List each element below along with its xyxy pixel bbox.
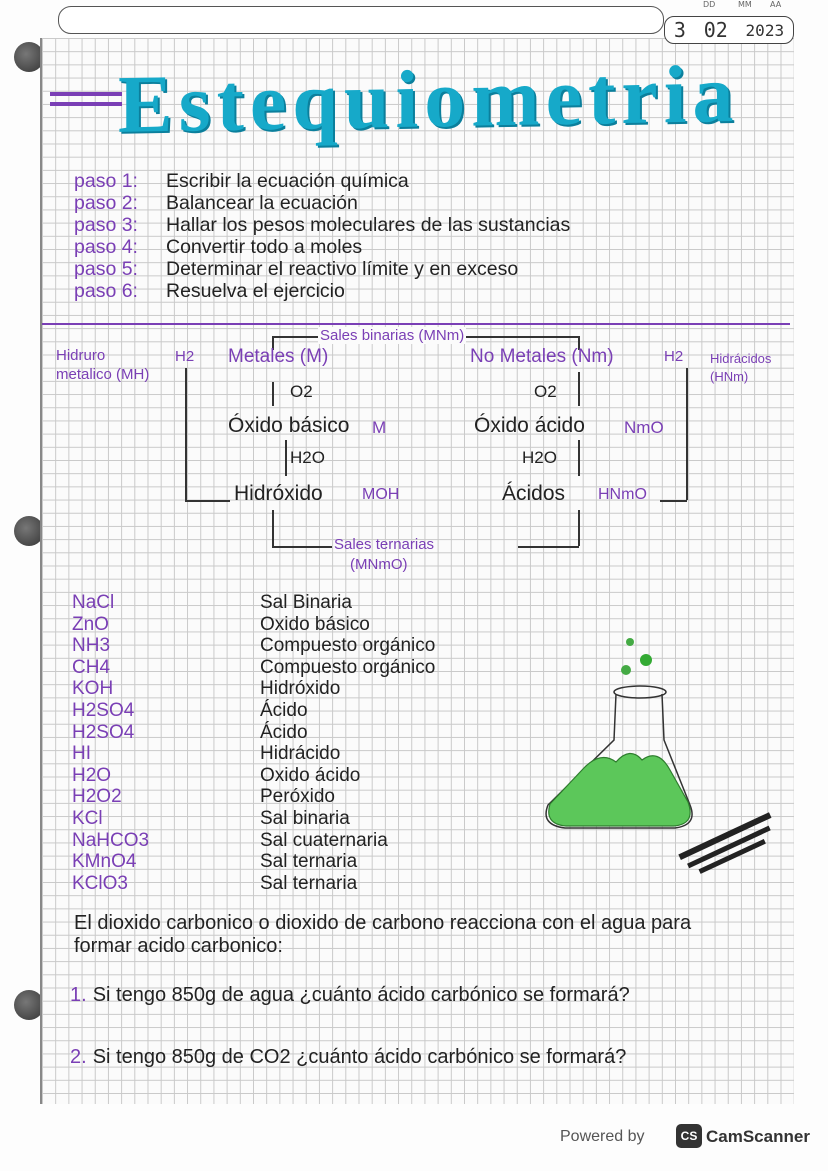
label-h2-right: H2	[664, 348, 684, 365]
step-label: paso 5:	[74, 258, 138, 280]
question-number: 2.	[70, 1046, 87, 1068]
compound-formula: HI	[72, 743, 91, 765]
compound-type: Ácido	[260, 721, 308, 743]
label-oxido-basico-formula: M	[372, 418, 387, 437]
compound-type: Sal ternaria	[260, 872, 358, 894]
label-no-metales: No Metales (Nm)	[470, 346, 614, 367]
compound-formula: KOH	[72, 678, 114, 700]
question-item	[70, 984, 750, 1007]
step-label: paso 3:	[74, 214, 138, 236]
compound-formula: NaCl	[72, 592, 115, 613]
label-sales-ternarias: Sales ternarias	[334, 536, 435, 553]
date-label-mm: MM	[738, 0, 752, 9]
compound-type: Compuesto orgánico	[260, 656, 436, 678]
date-field	[664, 16, 794, 44]
label-o2-right: O2	[534, 382, 557, 401]
step-text: Resuelva el ejercicio	[166, 280, 345, 302]
compound-formula: NH3	[72, 635, 111, 657]
label-hidracidos: Hidrácidos (HNm)	[710, 351, 772, 384]
step-label: paso 2:	[74, 192, 138, 214]
step-label: paso 4:	[74, 236, 138, 258]
connector-line	[272, 510, 274, 546]
connector-line	[185, 500, 230, 502]
date-year: 2023	[745, 20, 785, 40]
compound-type: Compuesto orgánico	[260, 635, 436, 657]
step-label: paso 6:	[74, 280, 138, 302]
connector-line	[185, 368, 187, 500]
compound-formula: KClO3	[72, 872, 128, 894]
compound-formula: KMnO4	[72, 851, 137, 873]
flask-icon	[530, 630, 710, 840]
powered-by-label: Powered by	[560, 1128, 645, 1145]
title-decoration	[50, 102, 122, 106]
label-h2o-right: H2O	[522, 448, 557, 467]
step-text: Balancear la ecuación	[166, 192, 358, 214]
step-item	[74, 280, 570, 302]
compound-type: Hidrácido	[260, 743, 341, 765]
compound-formulas	[72, 592, 149, 894]
label-acidos-formula: HNmO	[598, 486, 647, 503]
connector-line	[272, 546, 332, 548]
connector-line	[660, 500, 687, 502]
label-h2-left: H2	[175, 348, 195, 365]
label-hidroxido-formula: MOH	[362, 486, 400, 503]
step-item	[74, 214, 570, 236]
compound-formula: ZnO	[72, 613, 109, 635]
date-day: 3	[673, 18, 686, 42]
connector-line	[285, 440, 287, 476]
connector-line	[578, 440, 580, 476]
step-text: Escribir la ecuación química	[166, 170, 409, 192]
label-metales: Metales (M)	[228, 346, 329, 367]
connector-line	[686, 368, 688, 500]
page-title: Estequiometria	[118, 47, 740, 150]
question-number: 1.	[70, 984, 87, 1006]
compound-type: Oxido básico	[260, 613, 370, 635]
label-o2-left: O2	[290, 382, 313, 401]
label-oxido-basico: Óxido básico	[228, 414, 350, 437]
compound-type: Sal Binaria	[260, 592, 352, 613]
compound-formula: CH4	[72, 656, 111, 678]
problem-statement: El dioxido carbonico o dioxido de carbono reacciona con el agua para formar acido carbonico:	[74, 912, 692, 957]
section-divider	[42, 323, 790, 325]
label-h2o-left: H2O	[290, 448, 325, 467]
compound-type: Ácido	[260, 699, 308, 721]
connector-line	[272, 382, 274, 406]
step-label: paso 1:	[74, 170, 138, 192]
date-label-dd: DD	[703, 0, 716, 9]
label-oxido-acido: Óxido ácido	[474, 414, 585, 437]
compound-type: Sal binaria	[260, 807, 350, 829]
label-acidos: Ácidos	[502, 482, 566, 505]
label-oxido-acido-formula: NmO	[624, 418, 664, 437]
header-box	[58, 6, 664, 34]
camscanner-logo-icon: CS	[676, 1124, 702, 1148]
compound-formula: H2SO4	[72, 721, 135, 743]
step-text: Convertir todo a moles	[166, 236, 363, 258]
steps-list	[74, 170, 570, 302]
label-sales-binarias: Sales binarias (MNm)	[320, 327, 465, 344]
connector-line	[578, 372, 580, 406]
connector-line	[578, 510, 580, 546]
connector-line	[518, 546, 579, 548]
step-item	[74, 192, 570, 214]
label-hidroxido: Hidróxido	[234, 482, 323, 505]
camscanner-brand: CamScanner	[706, 1127, 810, 1146]
date-month: 02	[703, 18, 728, 42]
compound-type: Sal cuaternaria	[260, 829, 388, 851]
compound-types	[260, 592, 435, 894]
compound-formula: H2O	[72, 764, 112, 786]
step-text: Hallar los pesos moleculares de las sustancias	[166, 214, 571, 236]
step-item	[74, 258, 570, 280]
label-sales-ternarias-formula: (MNmO)	[350, 556, 408, 573]
compound-type: Peróxido	[260, 786, 335, 808]
question-text: Si tengo 850g de agua ¿cuánto ácido carbónico se formará?	[92, 984, 630, 1006]
compound-formula: H2O2	[72, 786, 122, 808]
question-item	[70, 1046, 750, 1069]
label-hidruro: Hidruro metalico (MH)	[56, 347, 150, 383]
step-text: Determinar el reactivo límite y en exceso	[166, 258, 519, 280]
title-decoration	[50, 92, 122, 96]
compound-type: Oxido ácido	[260, 764, 361, 786]
date-label-aa: AA	[770, 0, 782, 9]
compound-formula: KCl	[72, 807, 103, 829]
step-item	[74, 170, 570, 192]
compound-formula: H2SO4	[72, 699, 135, 721]
question-text: Si tengo 850g de CO2 ¿cuánto ácido carbónico se formará?	[92, 1046, 627, 1068]
compound-type: Hidróxido	[260, 678, 341, 700]
compound-type: Sal ternaria	[260, 851, 358, 873]
compound-formula: NaHCO3	[72, 829, 150, 851]
step-item	[74, 236, 570, 258]
stamp-mark	[670, 812, 790, 882]
